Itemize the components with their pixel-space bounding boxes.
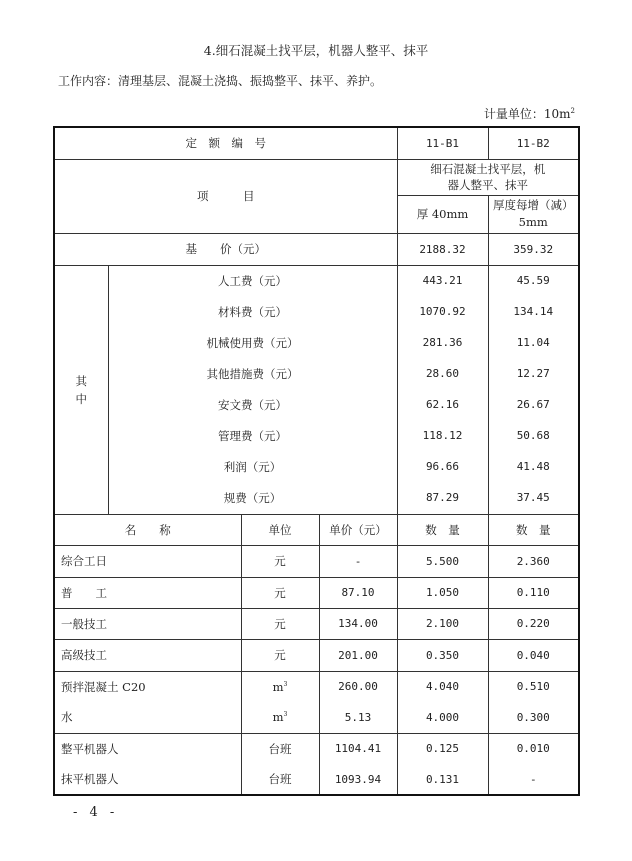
resource-qty1: 0.125 bbox=[397, 733, 488, 764]
header-qty2: 数 量 bbox=[488, 514, 579, 545]
col2-description: 厚度每增（减）5mm bbox=[488, 195, 579, 233]
work-content: 工作内容：清理基层、混凝土浇捣、振捣整平、抹平、养护。 bbox=[58, 74, 383, 88]
resource-unit: 元 bbox=[241, 577, 319, 608]
cost-item-v2: 12.27 bbox=[488, 358, 579, 389]
code-col2: 11-B2 bbox=[488, 127, 579, 159]
resource-price: 260.00 bbox=[319, 671, 397, 702]
resource-unit bbox=[241, 671, 319, 702]
cost-item-v1: 118.12 bbox=[397, 420, 488, 451]
resource-qty1: 2.100 bbox=[397, 608, 488, 639]
header-unit: 单位 bbox=[241, 514, 319, 545]
resource-unit: 元 bbox=[241, 608, 319, 639]
resource-name: 整平机器人 bbox=[54, 733, 241, 764]
page-number: - 4 - bbox=[73, 805, 119, 820]
resource-name: 高级技工 bbox=[54, 639, 241, 671]
unit-text: m bbox=[272, 679, 284, 694]
resource-unit bbox=[241, 702, 319, 733]
resource-qty2: 0.220 bbox=[488, 608, 579, 639]
cost-item-v1: 87.29 bbox=[397, 482, 488, 514]
resource-qty2: 0.510 bbox=[488, 671, 579, 702]
cost-item-v2: 45.59 bbox=[488, 265, 579, 296]
cost-item-v2: 41.48 bbox=[488, 451, 579, 482]
resource-qty2: 0.010 bbox=[488, 733, 579, 764]
cost-item-label: 管理费（元） bbox=[108, 420, 397, 451]
resource-price: 134.00 bbox=[319, 608, 397, 639]
quota-table bbox=[53, 126, 580, 796]
cost-item-label: 人工费（元） bbox=[108, 265, 397, 296]
resource-qty1: 4.000 bbox=[397, 702, 488, 733]
resource-name: 一般技工 bbox=[54, 608, 241, 639]
resource-qty1: 0.131 bbox=[397, 764, 488, 795]
cost-item-v1: 62.16 bbox=[397, 389, 488, 420]
resource-price: 87.10 bbox=[319, 577, 397, 608]
page-title: 4.细石混凝土找平层，机器人整平、抹平 bbox=[203, 43, 429, 58]
cost-item-v1: 1070.92 bbox=[397, 296, 488, 327]
cost-item-v1: 281.36 bbox=[397, 327, 488, 358]
cost-item-v2: 50.68 bbox=[488, 420, 579, 451]
measurement-unit bbox=[484, 105, 575, 122]
base-price-col1: 2188.32 bbox=[397, 233, 488, 265]
resource-unit: 元 bbox=[241, 639, 319, 671]
quota-number-label: 定 额 编 号 bbox=[54, 127, 397, 159]
cost-item-v1: 96.66 bbox=[397, 451, 488, 482]
cost-item-label: 材料费（元） bbox=[108, 296, 397, 327]
item-group: 细石混凝土找平层，机器人整平、抹平 bbox=[397, 159, 579, 195]
header-name: 名 称 bbox=[54, 514, 241, 545]
resource-qty2: - bbox=[488, 764, 579, 795]
resource-price: - bbox=[319, 545, 397, 577]
base-price-label: 基 价（元） bbox=[54, 233, 397, 265]
cost-item-v1: 28.60 bbox=[397, 358, 488, 389]
unit-text: m bbox=[272, 710, 284, 725]
resource-price: 5.13 bbox=[319, 702, 397, 733]
cost-item-v2: 134.14 bbox=[488, 296, 579, 327]
col1-description: 厚 40mm bbox=[397, 195, 488, 233]
resource-qty1: 1.050 bbox=[397, 577, 488, 608]
resource-qty2: 0.300 bbox=[488, 702, 579, 733]
resource-qty1: 5.500 bbox=[397, 545, 488, 577]
cost-item-label: 机械使用费（元） bbox=[108, 327, 397, 358]
resource-price: 1104.41 bbox=[319, 733, 397, 764]
unit-superscript: 3 bbox=[283, 680, 288, 688]
item-label: 项 目 bbox=[54, 159, 397, 233]
unit-superscript: 2 bbox=[570, 107, 575, 115]
base-price-col2: 359.32 bbox=[488, 233, 579, 265]
code-col1: 11-B1 bbox=[397, 127, 488, 159]
resource-price: 1093.94 bbox=[319, 764, 397, 795]
cost-item-v2: 11.04 bbox=[488, 327, 579, 358]
cost-item-v2: 37.45 bbox=[488, 482, 579, 514]
cost-item-v2: 26.67 bbox=[488, 389, 579, 420]
resource-unit: 台班 bbox=[241, 764, 319, 795]
resource-name: 抹平机器人 bbox=[54, 764, 241, 795]
of-which-label bbox=[54, 265, 108, 514]
resource-price: 201.00 bbox=[319, 639, 397, 671]
cost-item-label: 利润（元） bbox=[108, 451, 397, 482]
cost-item-label: 规费（元） bbox=[108, 482, 397, 514]
resource-qty1: 4.040 bbox=[397, 671, 488, 702]
cost-item-v1: 443.21 bbox=[397, 265, 488, 296]
resource-unit: 台班 bbox=[241, 733, 319, 764]
resource-qty2: 0.040 bbox=[488, 639, 579, 671]
unit-label: 计量单位：10m bbox=[483, 107, 571, 121]
unit-superscript: 3 bbox=[283, 711, 288, 719]
cost-item-label: 安文费（元） bbox=[108, 389, 397, 420]
of-which-text: 其中 bbox=[75, 373, 87, 406]
resource-unit: 元 bbox=[241, 545, 319, 577]
resource-qty2: 2.360 bbox=[488, 545, 579, 577]
resource-name: 普 工 bbox=[54, 577, 241, 608]
resource-name: 水 bbox=[54, 702, 241, 733]
resource-qty1: 0.350 bbox=[397, 639, 488, 671]
header-price: 单价（元） bbox=[319, 514, 397, 545]
resource-name: 综合工日 bbox=[54, 545, 241, 577]
header-qty1: 数 量 bbox=[397, 514, 488, 545]
resource-qty2: 0.110 bbox=[488, 577, 579, 608]
resource-name: 预拌混凝土 C20 bbox=[54, 671, 241, 702]
cost-item-label: 其他措施费（元） bbox=[108, 358, 397, 389]
